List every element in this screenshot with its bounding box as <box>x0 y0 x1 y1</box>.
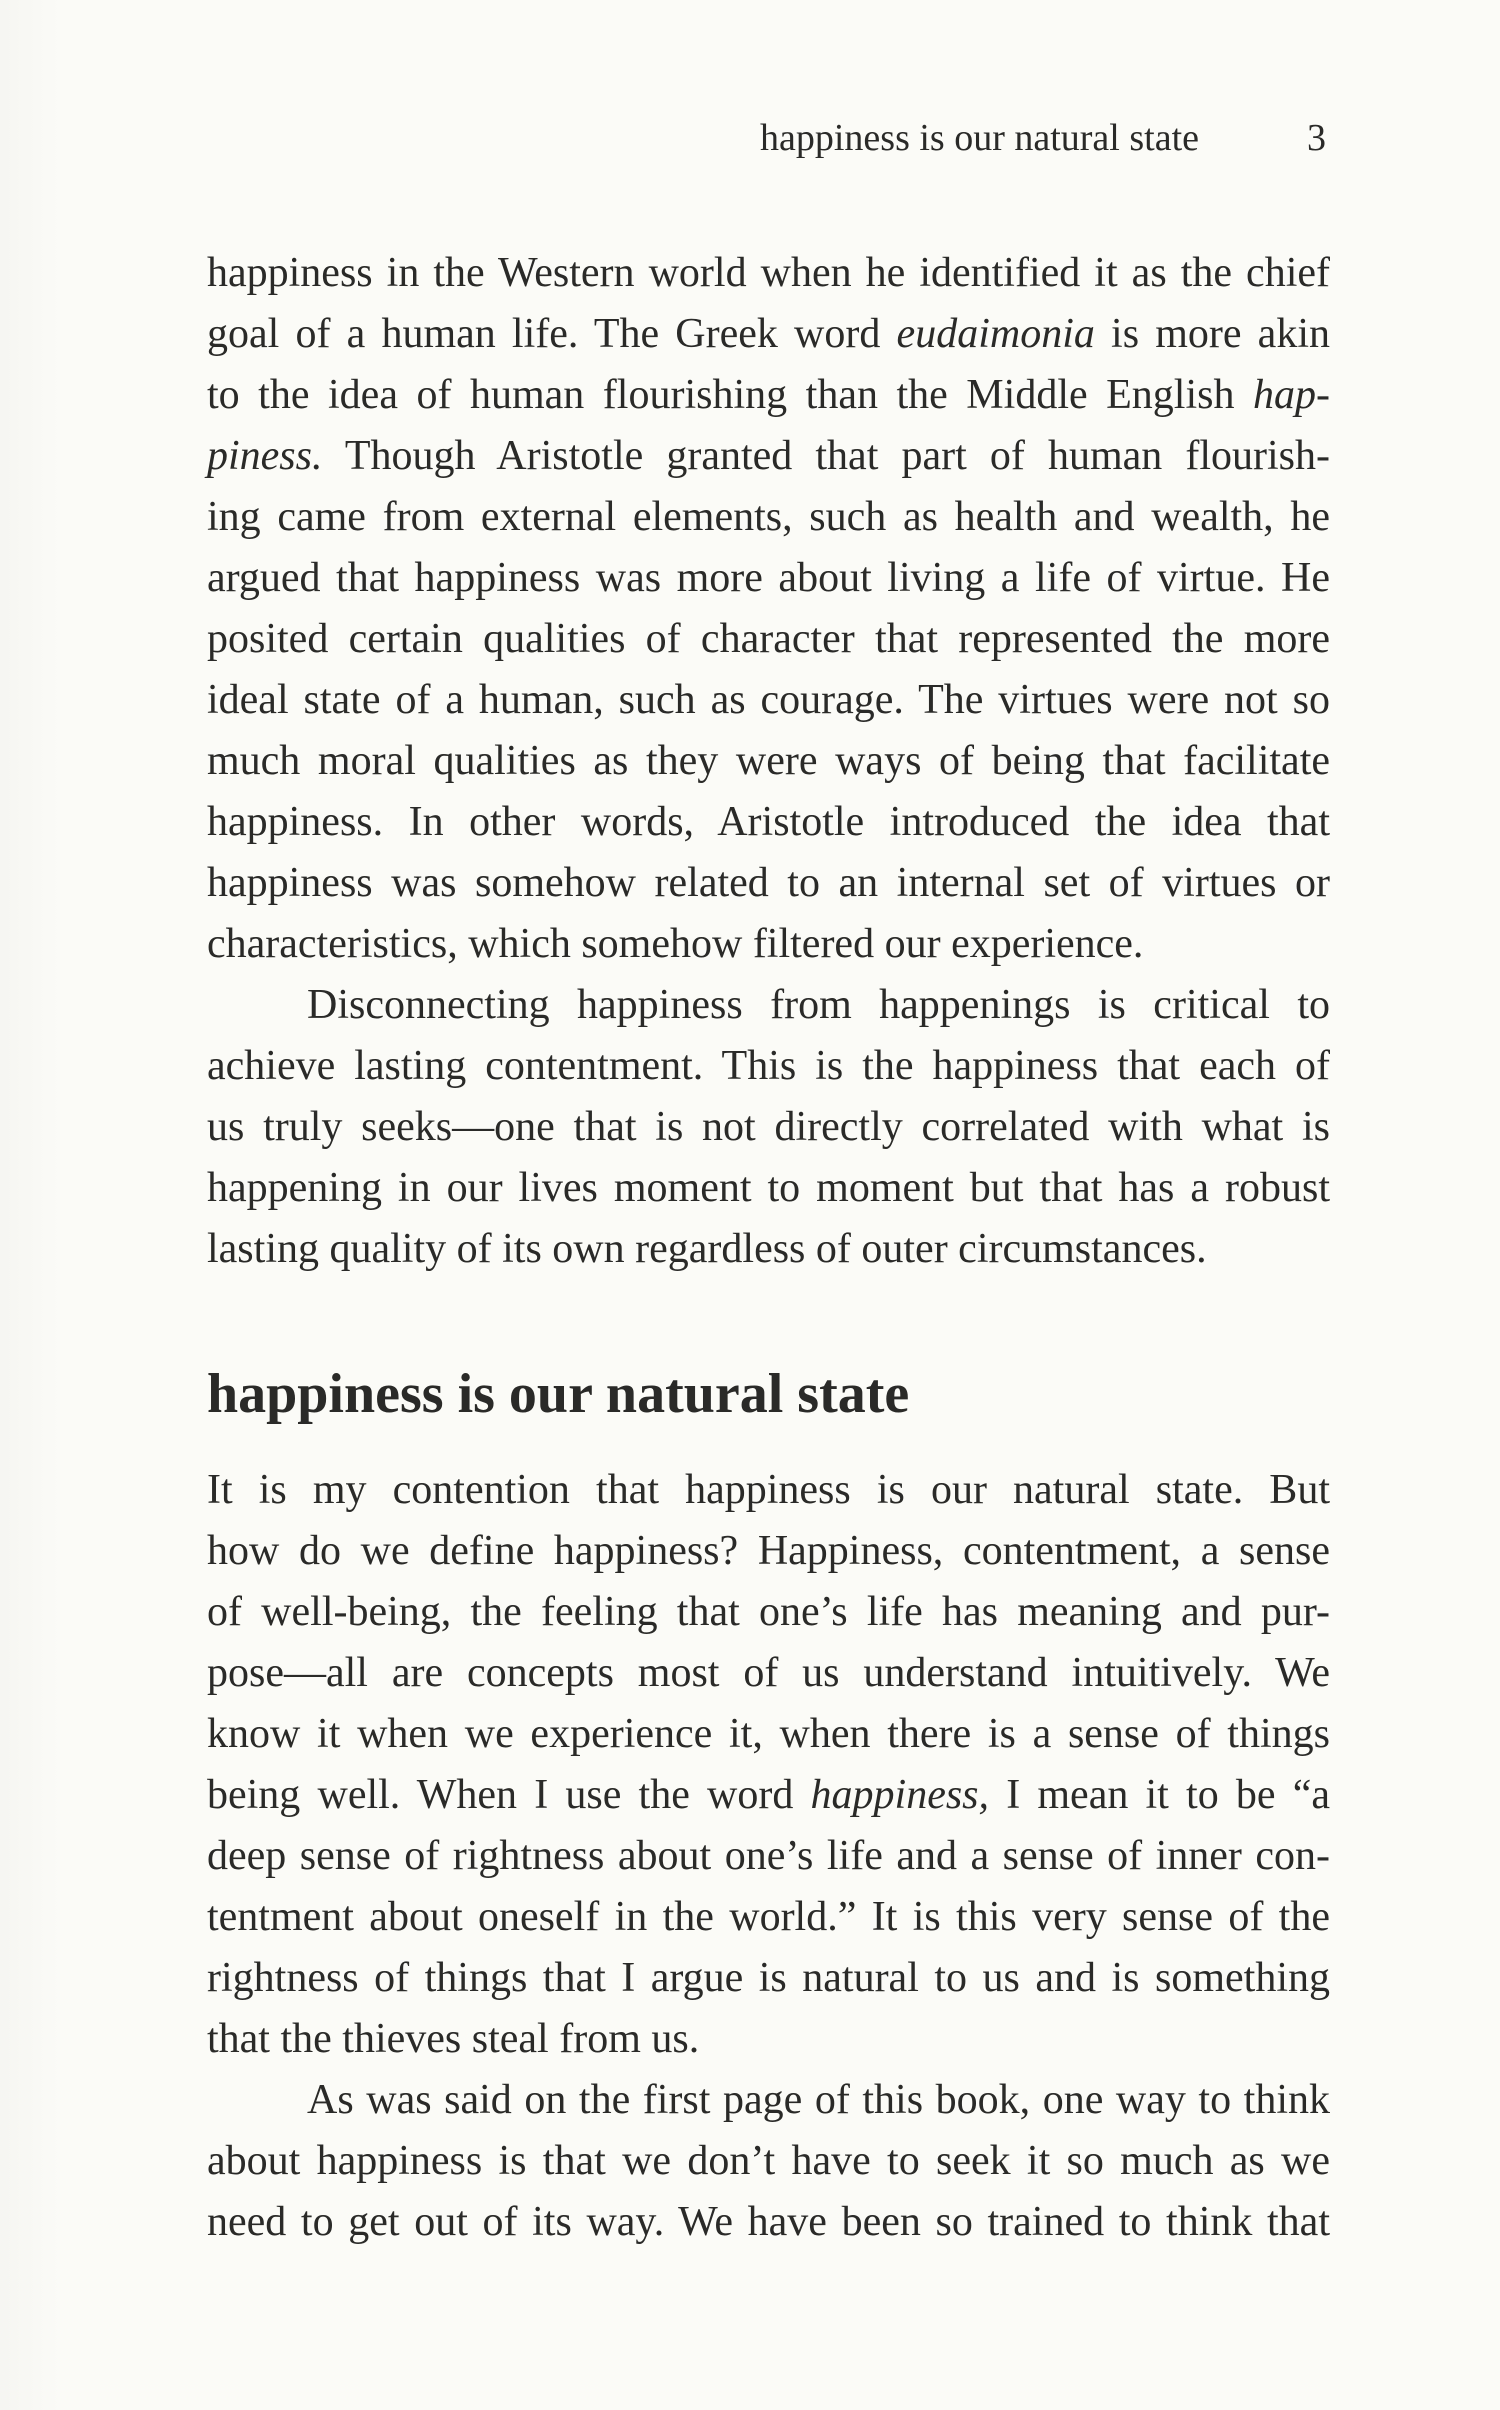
paragraph <box>207 1460 1330 2070</box>
text-line: ideal state of a human, such as courage. The virtues were not so <box>207 677 1330 723</box>
text-line: much moral qualities as they were ways of being that facilitate <box>207 738 1330 784</box>
text-line: deep sense of rightness about one’s life and a sense of inner con- <box>207 1833 1330 1879</box>
text-line: Disconnecting happiness from happenings is critical to <box>307 982 1330 1028</box>
text-line <box>207 426 1330 487</box>
text-line: achieve lasting contentment. This is the happiness that each of <box>207 1043 1330 1089</box>
running-head-title: happiness is our natural state <box>759 117 1199 159</box>
text-line: happiness was somehow related to an internal set of virtues or <box>207 860 1330 906</box>
text-line: need to get out of its way. We have been so trained to think that <box>207 2199 1330 2245</box>
text-line: rightness of things that I argue is natural to us and is something <box>207 1955 1330 2001</box>
paragraph <box>207 2070 1330 2253</box>
paragraph <box>207 975 1330 1280</box>
text-line: of well-being, the feeling that one’s life has meaning and pur- <box>207 1589 1330 1635</box>
text-line: ing came from external elements, such as health and wealth, he <box>207 494 1330 540</box>
italic-term: piness. <box>207 433 323 479</box>
text-line: As was said on the first page of this book, one way to think <box>307 2077 1330 2123</box>
page-number: 3 <box>1307 117 1326 159</box>
text-line: happiness in the Western world when he identified it as the chief <box>207 250 1330 296</box>
text-line: posited certain qualities of character that represented the more <box>207 616 1330 662</box>
text-line <box>207 1765 1330 1826</box>
text-line: about happiness is that we don’t have to seek it so much as we <box>207 2138 1330 2184</box>
text-span: Though Aristotle granted that part of human flourish- <box>322 433 1330 479</box>
text-line: argued that happiness was more about living a life of virtue. He <box>207 555 1330 601</box>
paragraph <box>207 243 1330 975</box>
italic-term: hap- <box>1253 372 1330 418</box>
text-line: lasting quality of its own regardless of outer circumstances. <box>207 1226 1207 1272</box>
text-line: pose—all are concepts most of us understand intuitively. We <box>207 1650 1330 1696</box>
scan-shadow <box>0 0 60 2410</box>
text-line: tentment about oneself in the world.” It is this very sense of the <box>207 1894 1330 1940</box>
italic-term: happiness, <box>810 1772 990 1818</box>
text-span: to the idea of human flourishing than the Middle English <box>207 372 1253 418</box>
running-head <box>0 113 1500 163</box>
text-span: is more akin <box>1094 311 1330 357</box>
text-line: that the thieves steal from us. <box>207 2016 700 2062</box>
text-line: happiness. In other words, Aristotle introduced the idea that <box>207 799 1330 845</box>
text-line <box>207 304 1330 365</box>
text-line: It is my contention that happiness is our natural state. But <box>207 1467 1330 1513</box>
text-span: being well. When I use the word <box>207 1772 811 1818</box>
text-line: happening in our lives moment to moment but that has a robust <box>207 1165 1330 1211</box>
text-line: know it when we experience it, when there is a sense of things <box>207 1711 1330 1757</box>
text-line: us truly seeks—one that is not directly correlated with what is <box>207 1104 1330 1150</box>
page-body <box>207 243 1330 2253</box>
text-line: characteristics, which somehow filtered our experience. <box>207 921 1144 967</box>
text-line <box>207 365 1330 426</box>
italic-term: eudaimonia <box>896 311 1095 357</box>
text-line: how do we define happiness? Happiness, contentment, a sense <box>207 1528 1330 1574</box>
section-heading: happiness is our natural state <box>207 1363 910 1425</box>
text-span: goal of a human life. The Greek word <box>207 311 897 357</box>
text-span: I mean it to be “a <box>989 1772 1330 1818</box>
